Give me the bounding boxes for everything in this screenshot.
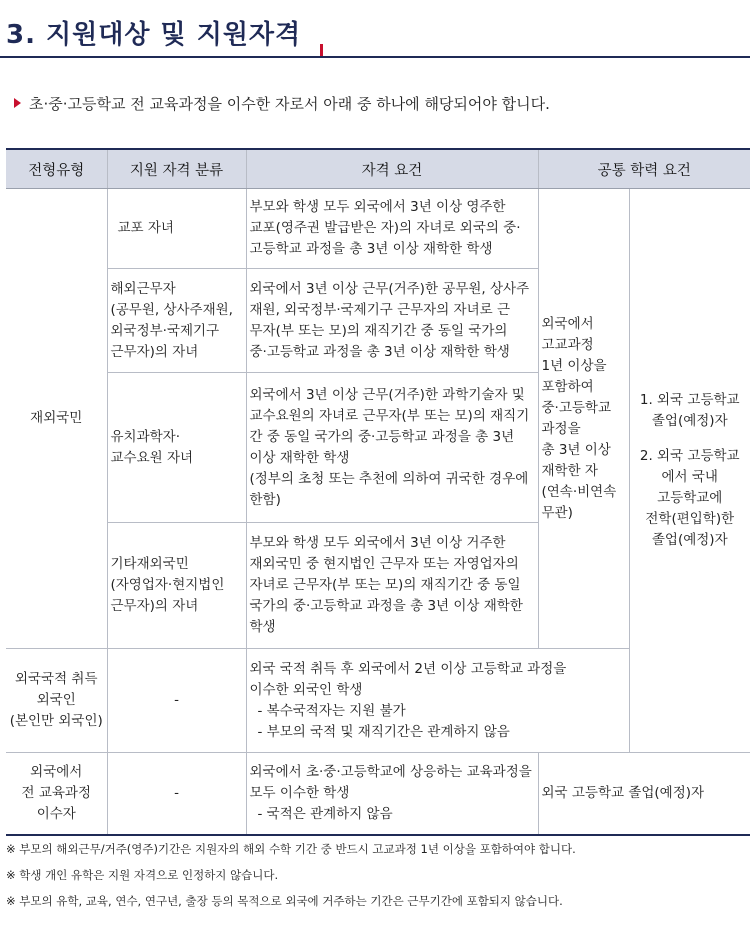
requirement-cell: 부모와 학생 모두 외국에서 3년 이상 영주한 교포(영주권 발급받은 자)의 자녀로 외국의 중· 고등학교 과정을 총 3년 이상 재학한 학생 — [246, 189, 538, 269]
section-header — [0, 0, 750, 62]
footnote-item: ※ 학생 개인 유학은 지원 자격으로 인정하지 않습니다. — [6, 868, 279, 882]
table-row — [6, 753, 750, 835]
intro-text: 초·중·고등학교 전 교육과정을 이수한 자로서 아래 중 하나에 해당되어야 합니다. — [29, 95, 550, 113]
category-cell: 해외근무자 (공무원, 상사주재원, 외국정부·국제기구 근무자)의 자녀 — [107, 269, 246, 373]
footnote-item: ※ 부모의 해외근무/거주(영주)기간은 지원자의 해외 수학 기간 중 반드시 고교과정 1년 이상을 포함하여야 합니다. — [6, 842, 576, 856]
category-cell: 기타재외국민 (자영업자·현지법인 근무자)의 자녀 — [107, 523, 246, 649]
footnote-item: ※ 부모의 유학, 교육, 연수, 연구년, 출장 등의 목적으로 외국에 거주하는 기간은 근무기간에 포함되지 않습니다. — [6, 894, 563, 908]
common-education-requirement: 1. 외국 고등학교 졸업(예정)자 2. 외국 고등학교 에서 국내 고등학교에 전학(편입학)한 졸업(예정)자 — [629, 189, 750, 753]
page-title: 3. 지원대상 및 지원자격 — [6, 20, 302, 50]
requirement-cell: 부모와 학생 모두 외국에서 3년 이상 거주한 재외국민 중 현지법인 근무자 또는 자영업자의 자녀로 근무자(부 또는 모)의 재직기간 중 동일 국가의 중·고등학교 과정을 총 3년 이상 재학한 학생 — [246, 523, 538, 649]
header-requirement: 자격 요건 — [246, 149, 538, 189]
intro-statement — [14, 93, 550, 114]
header-common-education: 공통 학력 요건 — [538, 149, 750, 189]
eligibility-table — [6, 148, 750, 836]
table-header-row — [6, 149, 750, 189]
category-cell: 교포 자녀 — [107, 189, 246, 269]
common-abroad-requirement: 외국 고등학교 졸업(예정)자 — [538, 753, 750, 835]
requirement-cell: 외국에서 3년 이상 근무(거주)한 과학기술자 및 교수요원의 자녀로 근무자(부 또는 모)의 재직기 간 중 동일 국가의 중·고등학교 과정을 총 3년 이상 재학한 학생 (정부의 초청 또는 추천에 의하여 귀국한 경우에 한함) — [246, 373, 538, 523]
type-overseas-korean: 재외국민 — [6, 189, 107, 649]
title-divider — [0, 56, 750, 58]
requirement-cell: 외국에서 초·중·고등학교에 상응하는 교육과정을 모두 이수한 학생 - 국적은 관계하지 않음 — [246, 753, 538, 835]
type-abroad-education: 외국에서 전 교육과정 이수자 — [6, 753, 107, 835]
requirement-cell: 외국 국적 취득 후 외국에서 2년 이상 고등학교 과정을 이수한 외국인 학생 - 복수국적자는 지원 불가 - 부모의 국적 및 재직기간은 관계하지 않음 — [246, 649, 629, 753]
category-cell: 유치과학자· 교수요원 자녀 — [107, 373, 246, 523]
footnotes — [6, 836, 746, 914]
triangle-bullet-icon — [14, 98, 21, 108]
common-overseas-requirement: 외국에서 고교과정 1년 이상을 포함하여 중·고등학교 과정을 총 3년 이상 재학한 자 (연속·비연속 무관) — [538, 189, 629, 649]
header-type: 전형유형 — [6, 149, 107, 189]
type-foreign-national: 외국국적 취득 외국인 (본인만 외국인) — [6, 649, 107, 753]
category-cell: - — [107, 649, 246, 753]
table-row — [6, 189, 750, 269]
category-cell: - — [107, 753, 246, 835]
header-category: 지원 자격 분류 — [107, 149, 246, 189]
requirement-cell: 외국에서 3년 이상 근무(거주)한 공무원, 상사주 재원, 외국정부·국제기구 근무자의 자녀로 근 무자(부 또는 모)의 재직기간 중 동일 국가의 중·고등학교 과정을 총 3년 이상 재학한 학생 — [246, 269, 538, 373]
